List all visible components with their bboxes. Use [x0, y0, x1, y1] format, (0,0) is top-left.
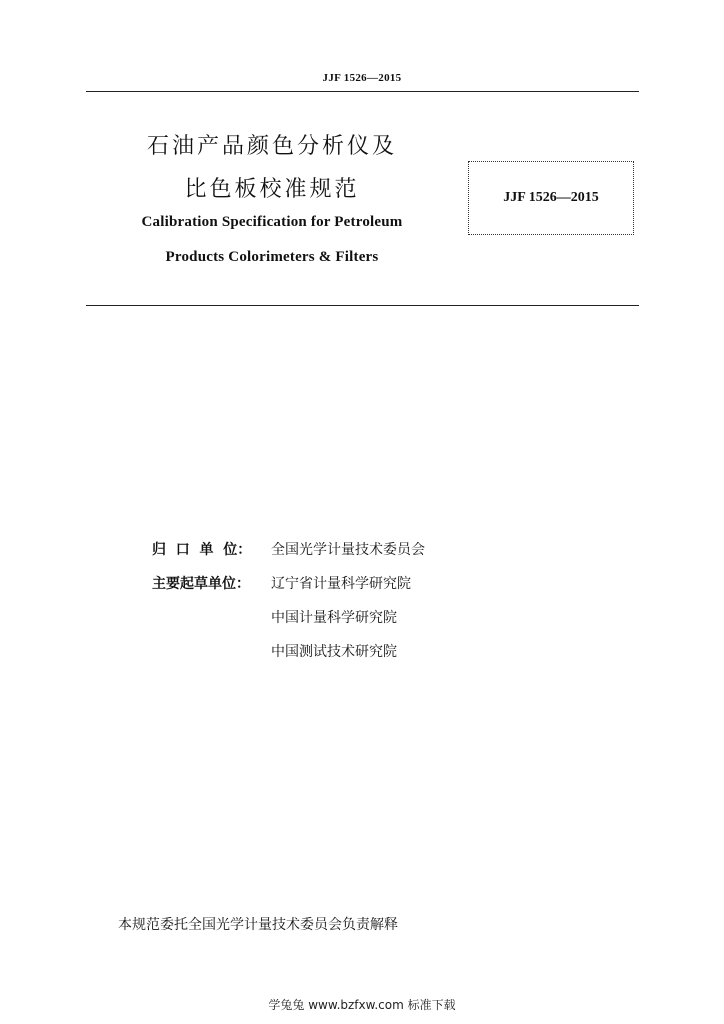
responsible-unit-row — [152, 539, 425, 559]
title-english-line-2: Products Colorimeters & Filters — [165, 249, 379, 265]
drafting-unit-value: 中国计量科学研究院 — [271, 610, 397, 626]
title-chinese-line-1: 石油产品颜色分析仪及 — [146, 134, 397, 159]
interpretation-note: 本规范委托全国光学计量技术委员会负责解释 — [118, 917, 398, 933]
title-divider — [86, 305, 639, 306]
running-header-code: JJF 1526—2015 — [322, 72, 402, 84]
drafting-unit-row — [152, 607, 397, 627]
standard-code: JJF 1526—2015 — [503, 190, 599, 205]
responsible-unit-label: 归 口 单 位： — [152, 542, 252, 558]
standard-code-box — [468, 161, 634, 235]
drafting-unit-value: 中国测试技术研究院 — [271, 644, 397, 660]
drafting-unit-row — [152, 641, 397, 661]
title-chinese-line-2: 比色板校准规范 — [184, 177, 360, 202]
site-watermark: 学兔兔 www.bzfxw.com 标准下载 — [268, 998, 456, 1012]
drafting-unit-value: 辽宁省计量科学研究院 — [271, 576, 411, 592]
drafting-unit-label: 主要起草单位： — [152, 576, 250, 592]
responsible-unit-value: 全国光学计量技术委员会 — [271, 542, 425, 558]
header-divider — [86, 91, 639, 92]
title-english-line-1: Calibration Specification for Petroleum — [141, 214, 403, 230]
drafting-unit-row — [152, 573, 411, 593]
